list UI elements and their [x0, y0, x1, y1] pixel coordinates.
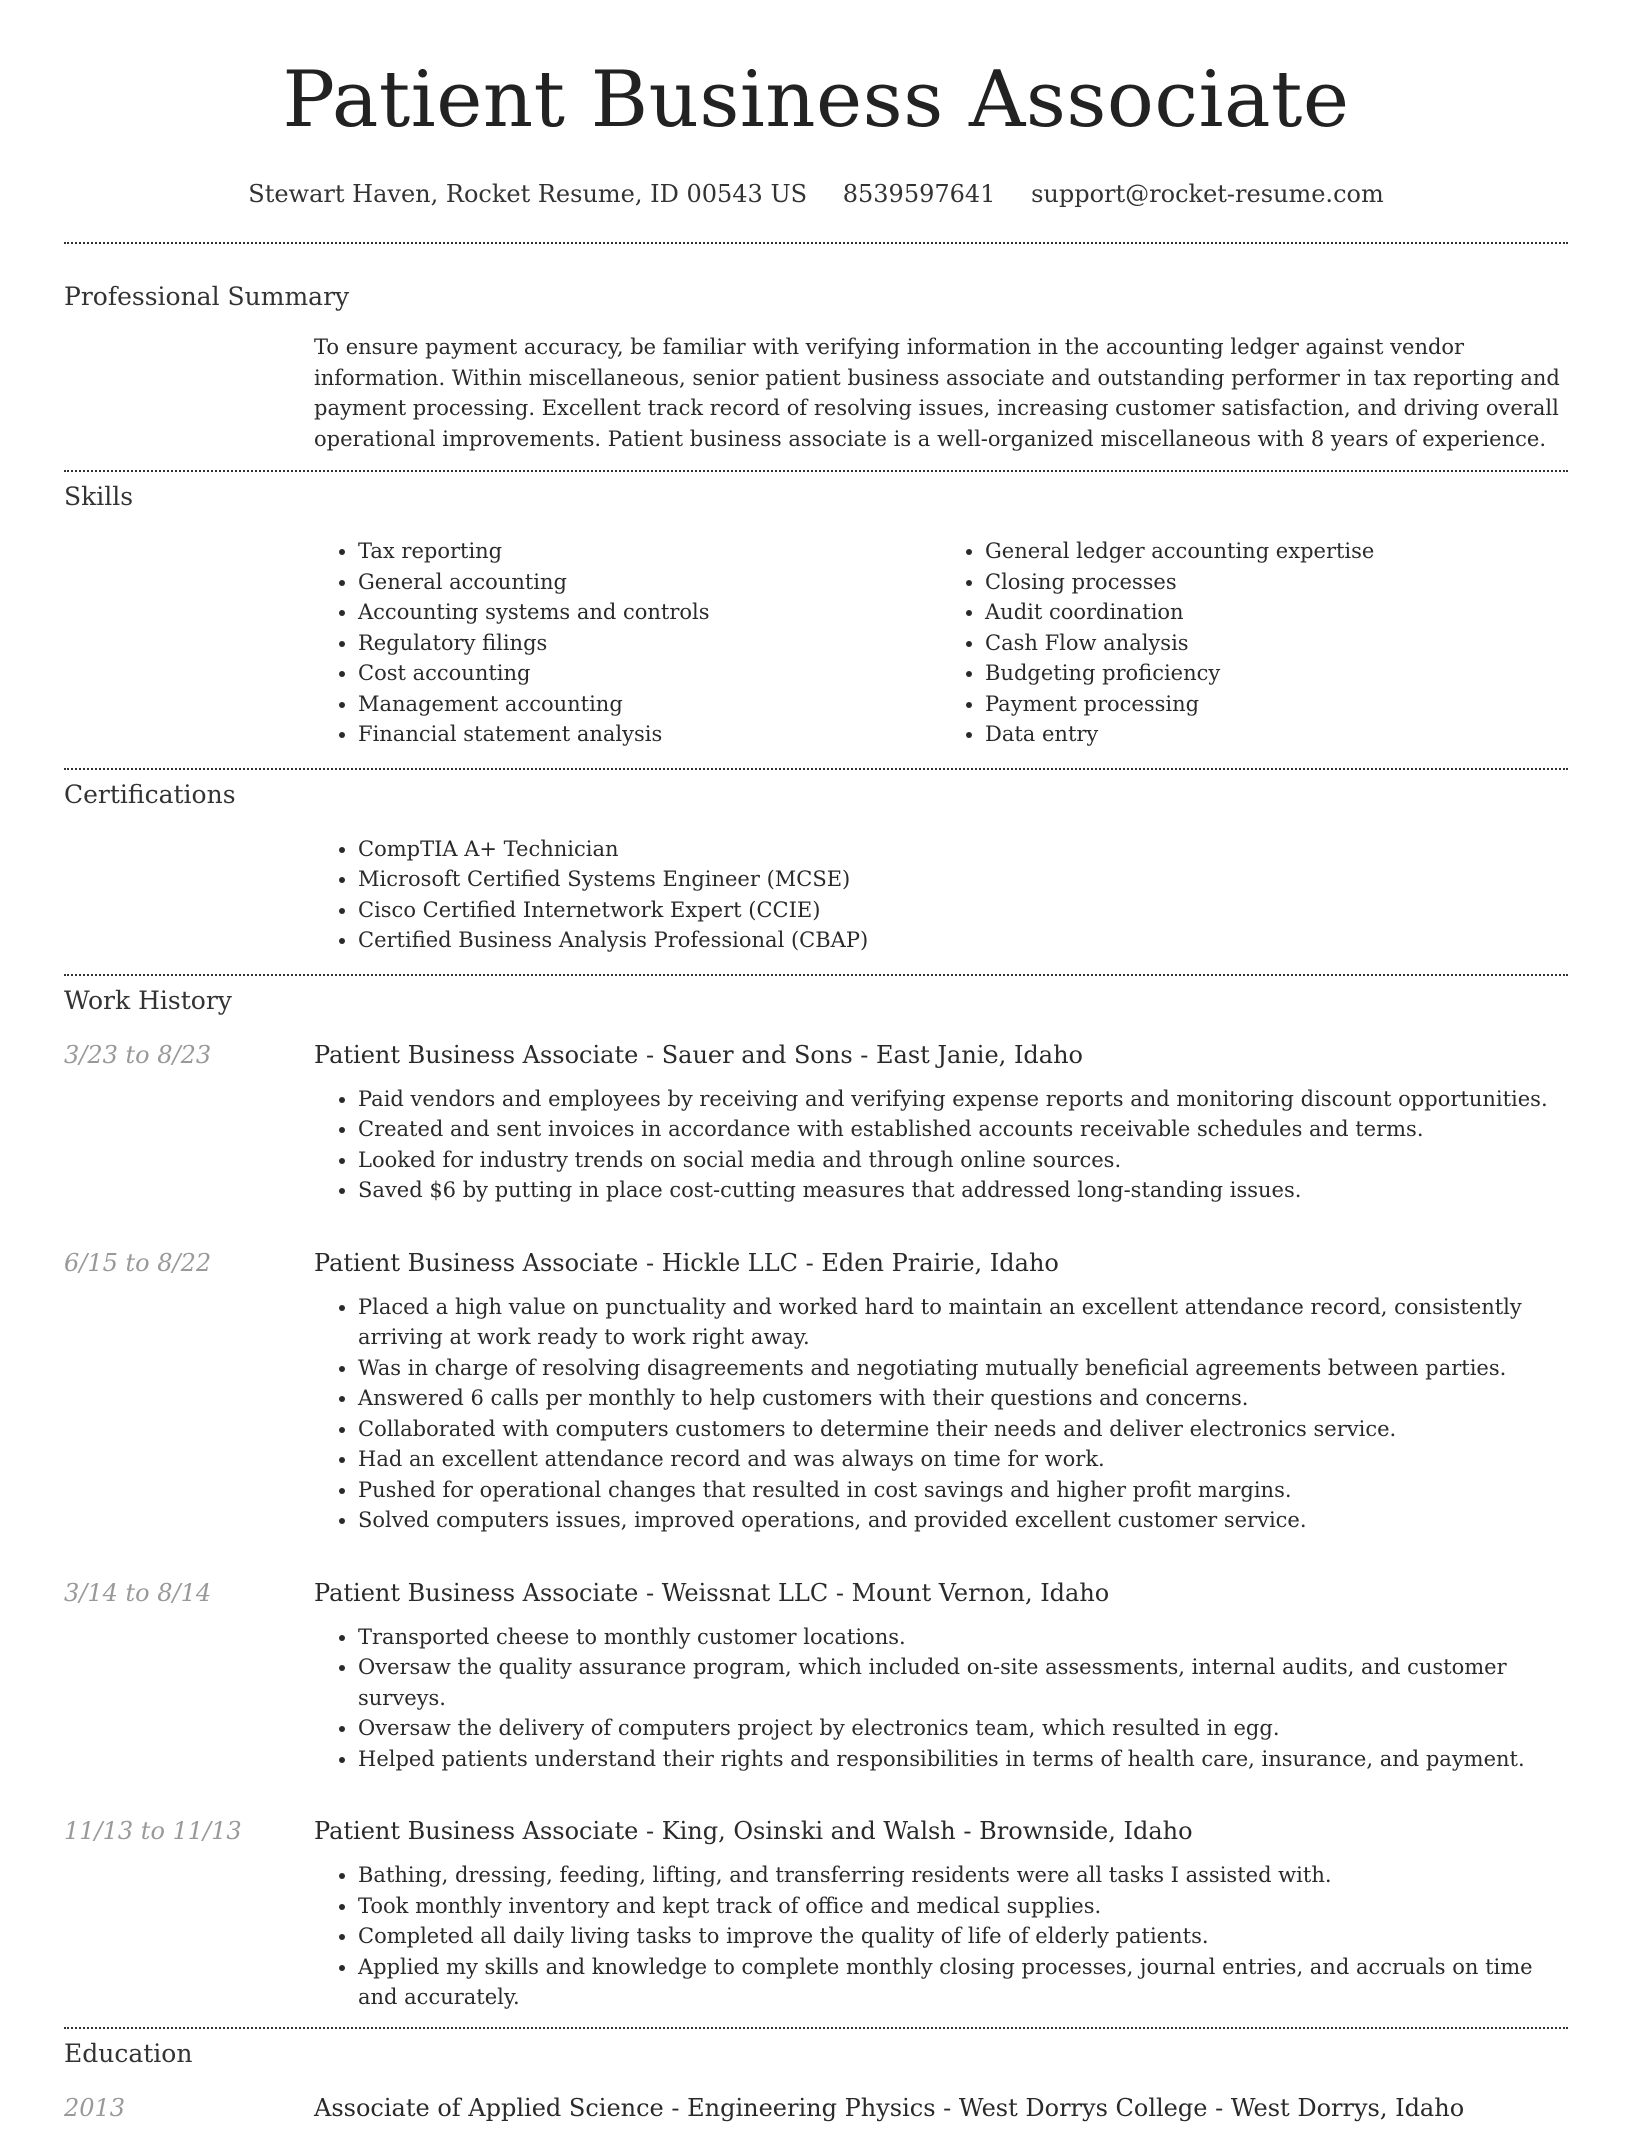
education-date: 2013	[64, 2093, 126, 2122]
contact-line	[64, 178, 1568, 210]
job-date: 11/13 to 11/13	[64, 1817, 242, 1845]
job-date: 6/15 to 8/22	[64, 1248, 212, 1277]
job-bullet: • Paid vendors and employees by receiving and verifying expense reports and monitoring discount opportunities.	[358, 1084, 1568, 1115]
skill-item: • Data entry	[985, 719, 1568, 750]
job-bullet: • Saved $6 by putting in place cost-cutting measures that addressed long-standing issues.	[358, 1175, 1568, 1206]
certification-item: • Cisco Certified Internetwork Expert (CCIE)	[358, 895, 1568, 926]
job-bullets	[314, 1860, 1568, 2013]
certifications-block	[314, 834, 1568, 956]
job-bullet: • Bathing, dressing, feeding, lifting, and transferring residents were all tasks I assisted with.	[358, 1860, 1568, 1891]
job-bullet: • Completed all daily living tasks to improve the quality of life of elderly patients.	[358, 1921, 1568, 1952]
skills-heading: Skills	[64, 482, 134, 511]
job-bullet: • Collaborated with computers customers to determine their needs and deliver electronics service.	[358, 1414, 1568, 1445]
job-bullet: • Oversaw the delivery of computers project by electronics team, which resulted in egg.	[358, 1713, 1568, 1744]
job-bullet: • Was in charge of resolving disagreements and negotiating mutually beneficial agreements between parties.	[358, 1353, 1568, 1384]
skill-item: • Cash Flow analysis	[985, 628, 1568, 659]
job-bullet: • Created and sent invoices in accordance with established accounts receivable schedules and terms.	[358, 1114, 1568, 1145]
job-bullet: • Pushed for operational changes that resulted in cost savings and higher profit margins.	[358, 1475, 1568, 1506]
work-section	[64, 976, 1568, 2013]
work-heading: Work History	[64, 985, 232, 1015]
job-bullet: • Answered 6 calls per monthly to help customers with their questions and concerns.	[358, 1383, 1568, 1414]
skill-item: • General accounting	[358, 567, 941, 598]
job-title: Patient Business Associate - Weissnat LLC - Mount Vernon, Idaho	[314, 1578, 1110, 1607]
skill-item: • Regulatory filings	[358, 628, 941, 659]
certifications-list	[314, 834, 1568, 956]
job-entry	[64, 1038, 1568, 1206]
education-entry	[64, 2091, 1568, 2131]
certification-item: • Certified Business Analysis Professional (CBAP)	[358, 925, 1568, 956]
job-date: 3/23 to 8/23	[64, 1040, 212, 1069]
skills-list-right	[941, 536, 1568, 750]
skill-item: • Accounting systems and controls	[358, 597, 941, 628]
skills-columns	[314, 536, 1568, 750]
skill-item: • Financial statement analysis	[358, 719, 941, 750]
skill-item: • Payment processing	[985, 689, 1568, 720]
job-bullet: • Applied my skills and knowledge to complete monthly closing processes, journal entries, and accruals on time and accurately.	[358, 1952, 1568, 2013]
job-bullet: • Took monthly inventory and kept track of office and medical supplies.	[358, 1891, 1568, 1922]
job-entry	[64, 1576, 1568, 1775]
job-date: 3/14 to 8/14	[64, 1578, 212, 1607]
certification-item: • Microsoft Certified Systems Engineer (MCSE)	[358, 864, 1568, 895]
education-section	[64, 2029, 1568, 2131]
job-title: Patient Business Associate - Sauer and Sons - East Janie, Idaho	[314, 1040, 1083, 1069]
job-bullets	[314, 1292, 1568, 1536]
job-bullets	[314, 1622, 1568, 1775]
job-bullet: • Solved computers issues, improved operations, and provided excellent customer service.	[358, 1505, 1568, 1536]
education-heading: Education	[64, 2038, 193, 2068]
job-entry	[64, 1246, 1568, 1536]
skill-item: • Budgeting proficiency	[985, 658, 1568, 689]
job-entry	[64, 1814, 1568, 2013]
summary-text: To ensure payment accuracy, be familiar with verifying information in the accounting ledger against vendor information. Within miscellaneous, senior patient business associate and outstanding performer in tax reporting and payment processing. Excellent track record of resolving issues, increasing customer satisfaction, and driving overall operational improvements. Patient business associate is a well-organized miscellaneous with 8 years of experience.	[314, 335, 1560, 451]
job-bullet: • Looked for industry trends on social media and through online sources.	[358, 1145, 1568, 1176]
skill-item: • Audit coordination	[985, 597, 1568, 628]
skill-item: • Tax reporting	[358, 536, 941, 567]
contact-phone: 8539597641	[842, 180, 996, 208]
job-bullets	[314, 1084, 1568, 1206]
job-bullet: • Oversaw the quality assurance program, which included on-site assessments, internal audits, and customer surveys.	[358, 1652, 1568, 1713]
job-bullet: • Transported cheese to monthly customer locations.	[358, 1622, 1568, 1653]
skills-section	[64, 472, 1568, 750]
summary-heading: Professional Summary	[64, 282, 350, 311]
skill-item: • General ledger accounting expertise	[985, 536, 1568, 567]
skill-item: • Cost accounting	[358, 658, 941, 689]
certifications-heading: Certifications	[64, 779, 236, 809]
skills-list-left	[314, 536, 941, 750]
summary-section	[64, 244, 1568, 454]
contact-email: support@rocket-resume.com	[1031, 180, 1384, 208]
skill-item: • Closing processes	[985, 567, 1568, 598]
certifications-section	[64, 770, 1568, 956]
resume-title: Patient Business Associate	[282, 55, 1350, 145]
job-title: Patient Business Associate - Hickle LLC - Eden Prairie, Idaho	[314, 1248, 1059, 1277]
job-bullet: • Placed a high value on punctuality and worked hard to maintain an excellent attendance record, consistently arriving at work ready to work right away.	[358, 1292, 1568, 1353]
education-title: Associate of Applied Science - Engineering Physics - West Dorrys College - West Dorrys, Idaho	[314, 2093, 1465, 2122]
resume-page	[64, 0, 1568, 2131]
skill-item: • Management accounting	[358, 689, 941, 720]
job-bullet: • Helped patients understand their rights and responsibilities in terms of health care, insurance, and payment.	[358, 1744, 1568, 1775]
contact-address: Stewart Haven, Rocket Resume, ID 00543 US	[248, 180, 808, 208]
job-bullet: • Had an excellent attendance record and was always on time for work.	[358, 1444, 1568, 1475]
job-title: Patient Business Associate - King, Osinski and Walsh - Brownside, Idaho	[314, 1817, 1193, 1845]
certification-item: • CompTIA A+ Technician	[358, 834, 1568, 865]
